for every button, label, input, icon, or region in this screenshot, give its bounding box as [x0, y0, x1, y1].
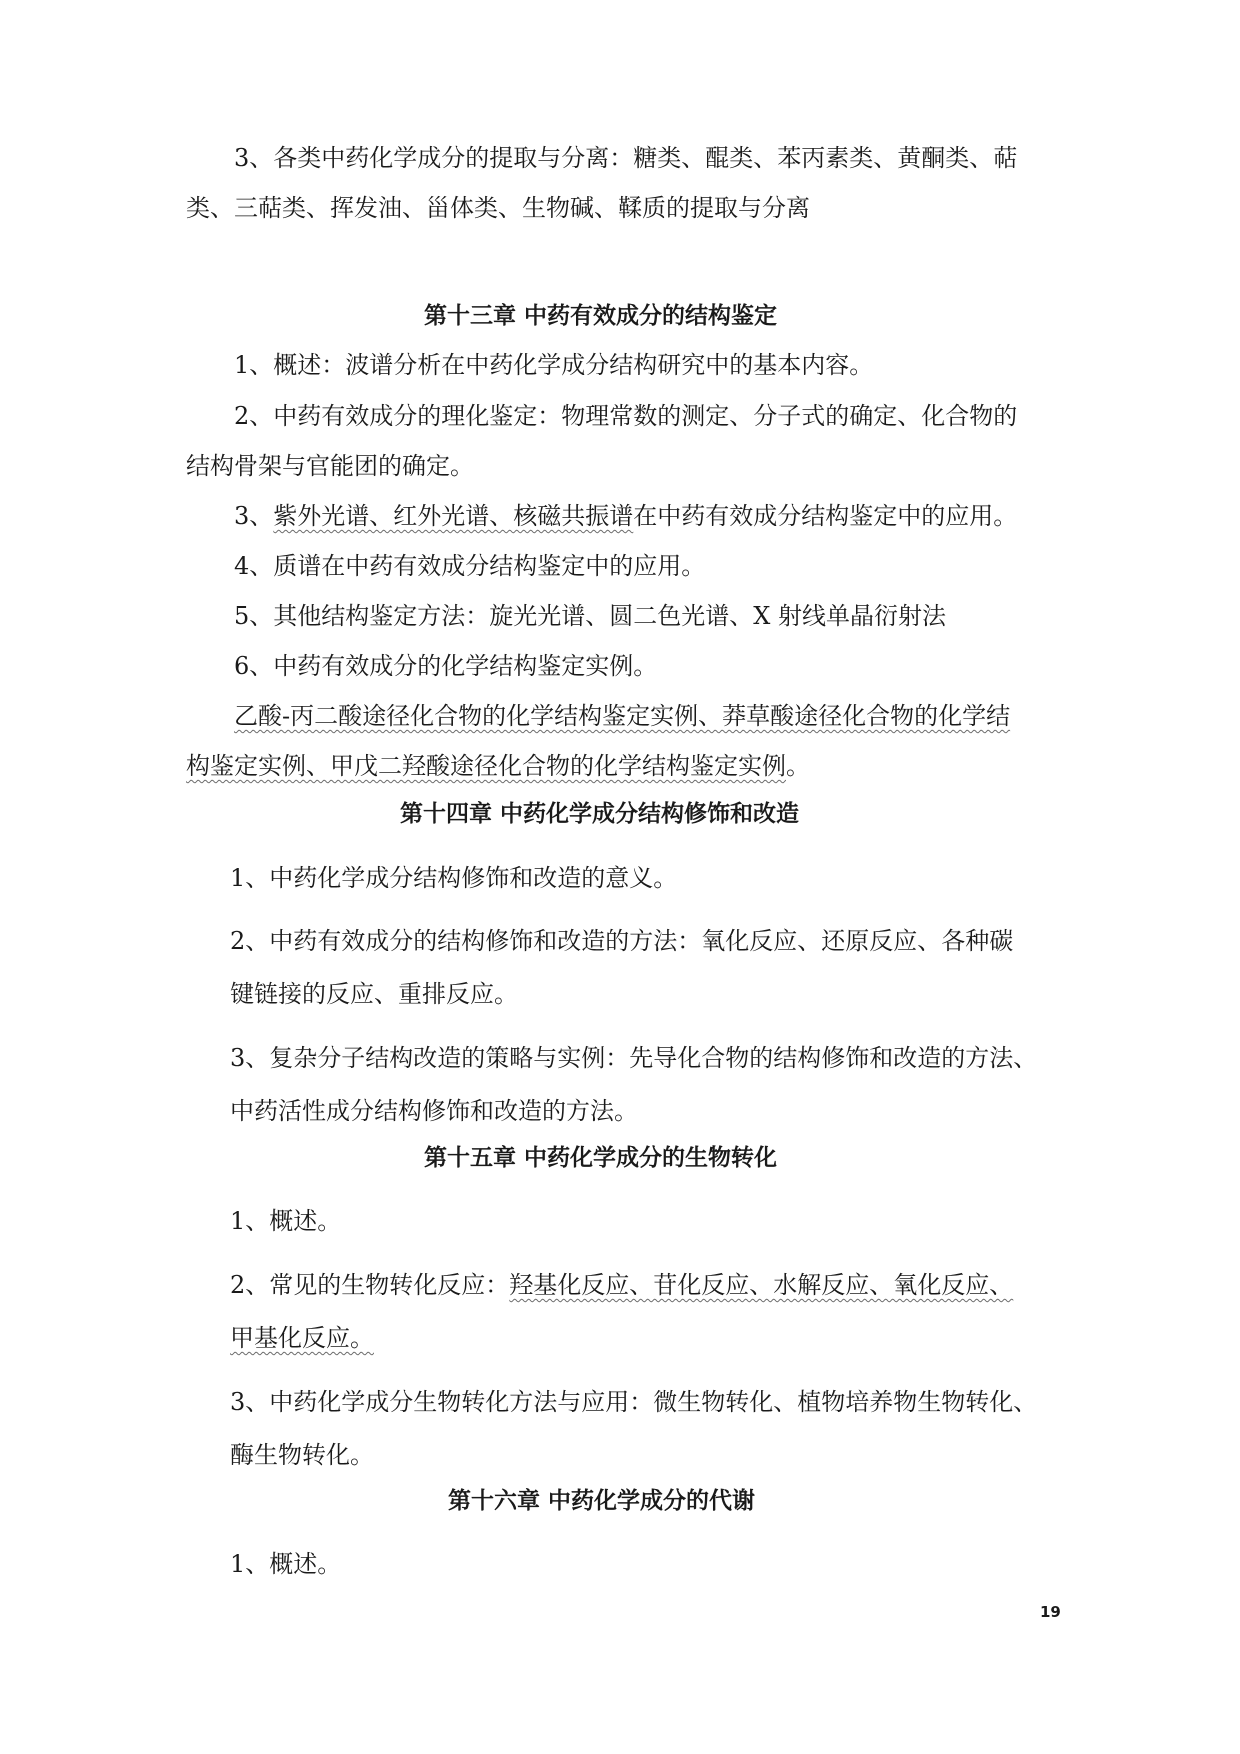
ch15-item-3-line2: 酶生物转化。 [230, 1441, 374, 1469]
ch15-item-2-line2: 甲基化反应。 [230, 1324, 374, 1352]
ch13-item-1: 1、概述：波谱分析在中药化学成分结构研究中的基本内容。 [234, 351, 874, 379]
paragraph-extraction-line1: 3、各类中药化学成分的提取与分离：糖类、醌类、苯丙素类、黄酮类、萜 [234, 144, 1018, 172]
chapter-16-title: 第十六章 中药化学成分的代谢 [448, 1488, 756, 1514]
ch13-item-3-underlined: 紫外光谱、红外光谱、核磁共振谱 [273, 502, 634, 530]
ch15-item-1: 1、概述。 [230, 1207, 342, 1235]
ch13-item-3-prefix: 3、 [234, 502, 274, 530]
ch13-item-5: 5、其他结构鉴定方法：旋光光谱、圆二色光谱、X 射线单晶衍射法 [234, 602, 946, 630]
ch13-examples-line1: 乙酸-丙二酸途径化合物的化学结构鉴定实例、莽草酸途径化合物的化学结 [234, 702, 1011, 730]
ch14-item-3-line1: 3、复杂分子结构改造的策略与实例：先导化合物的结构修饰和改造的方法、 [230, 1044, 1038, 1072]
ch15-item-2-underlined: 羟基化反应、苷化反应、水解反应、氧化反应、 [509, 1271, 1014, 1299]
ch16-item-1: 1、概述。 [230, 1550, 342, 1578]
ch15-item-2-prefix: 2、常见的生物转化反应： [230, 1271, 510, 1299]
ch13-item-4: 4、质谱在中药有效成分结构鉴定中的应用。 [234, 552, 706, 580]
ch14-item-3-line2: 中药活性成分结构修饰和改造的方法。 [230, 1097, 638, 1125]
ch13-examples-line2 [186, 750, 810, 782]
chapter-15-title: 第十五章 中药化学成分的生物转化 [424, 1145, 778, 1171]
paragraph-extraction-line2: 类、三萜类、挥发油、甾体类、生物碱、鞣质的提取与分离 [186, 194, 810, 222]
chapter-14-title: 第十四章 中药化学成分结构修饰和改造 [400, 801, 800, 827]
ch14-item-2-line2: 键链接的反应、重排反应。 [230, 980, 518, 1008]
ch13-item-6: 6、中药有效成分的化学结构鉴定实例。 [234, 652, 658, 680]
ch13-examples-line2-end: 。 [786, 752, 810, 780]
ch13-item-2-line2: 结构骨架与官能团的确定。 [186, 452, 474, 480]
ch15-item-2-line1 [230, 1269, 1013, 1301]
ch13-examples-line2-text: 构鉴定实例、甲戊二羟酸途径化合物的化学结构鉴定实例 [186, 752, 786, 780]
ch13-item-3 [234, 500, 1017, 532]
ch13-item-3-rest: 在中药有效成分结构鉴定中的应用。 [633, 502, 1018, 530]
page-number: 19 [1040, 1603, 1061, 1621]
ch14-item-1: 1、中药化学成分结构修饰和改造的意义。 [230, 864, 678, 892]
ch13-item-2-line1: 2、中药有效成分的理化鉴定：物理常数的测定、分子式的确定、化合物的 [234, 402, 1018, 430]
ch15-item-3-line1: 3、中药化学成分生物转化方法与应用：微生物转化、植物培养物生物转化、 [230, 1388, 1038, 1416]
chapter-13-title: 第十三章 中药有效成分的结构鉴定 [424, 303, 778, 329]
ch14-item-2-line1: 2、中药有效成分的结构修饰和改造的方法：氧化反应、还原反应、各种碳 [230, 927, 1014, 955]
